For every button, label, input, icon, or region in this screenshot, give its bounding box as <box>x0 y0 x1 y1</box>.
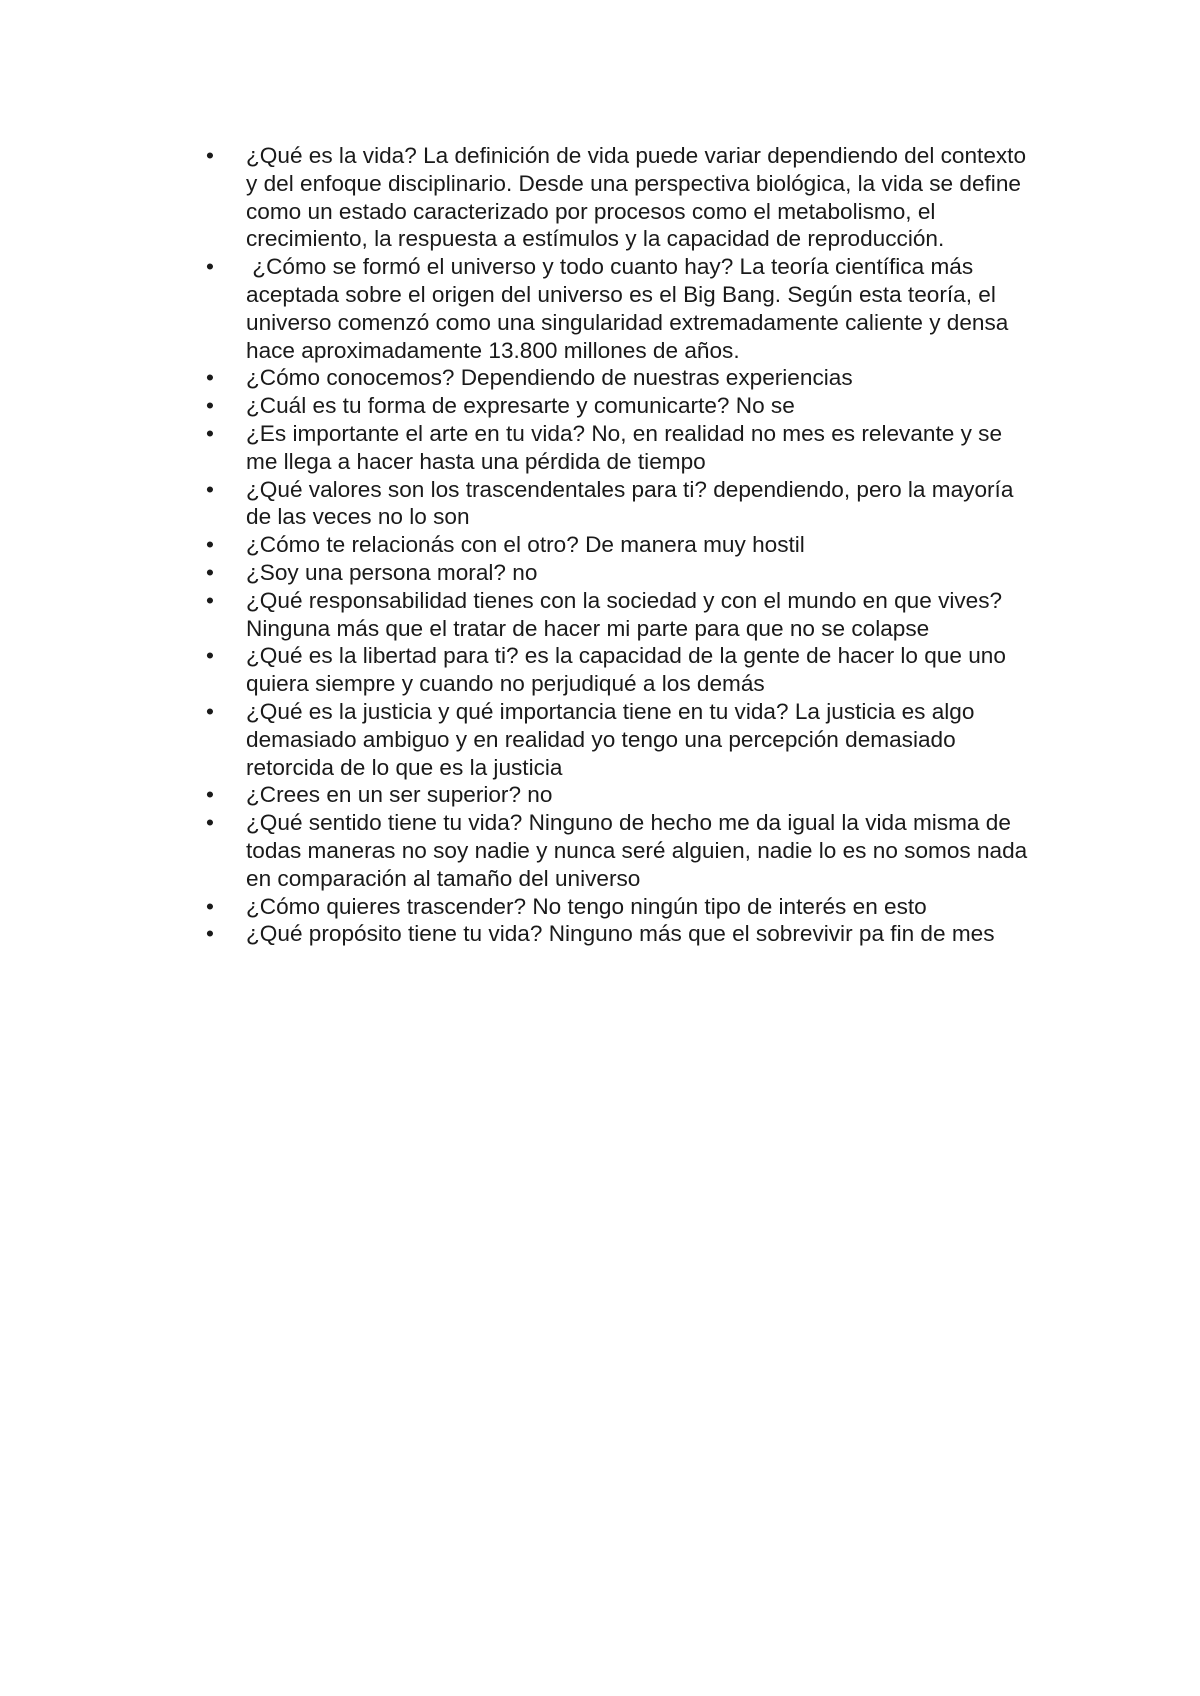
bullet-icon: • <box>206 143 214 168</box>
list-item-text: ¿Cómo se formó el universo y todo cuanto hay? La teoría científica más aceptada sobre el origen del universo es el Big Bang. Según esta teoría, el universo comenzó como una singularidad extremadamente caliente y densa hace aproximadamente 13.800 millones de años. <box>246 254 1015 363</box>
list-item <box>206 420 1036 476</box>
list-item-text: ¿Qué es la vida? La definición de vida puede variar dependiendo del contexto y del enfoque disciplinario. Desde una perspectiva biológica, la vida se define como un estado caracterizado por procesos como el metabolismo, el crecimiento, la respuesta a estímulos y la capacidad de reproducción. <box>246 143 1033 252</box>
list-item <box>206 392 1036 420</box>
bullet-icon: • <box>206 254 214 280</box>
list-item <box>206 809 1036 892</box>
bullet-icon: • <box>206 420 214 446</box>
list-item <box>206 920 1036 948</box>
bullet-icon: • <box>206 587 214 613</box>
list-item <box>206 531 1036 559</box>
bullet-icon: • <box>206 559 214 585</box>
bullet-icon: • <box>206 782 214 808</box>
list-item-text: ¿Cómo te relacionás con el otro? De manera muy hostil <box>246 532 805 558</box>
list-item <box>206 698 1036 781</box>
list-item-text: ¿Crees en un ser superior? no <box>246 782 553 808</box>
list-item <box>206 893 1036 921</box>
list-item-text: ¿Cómo conocemos? Dependiendo de nuestras experiencias <box>246 365 853 391</box>
list-item <box>206 587 1036 643</box>
list-item-text: ¿Es importante el arte en tu vida? No, en realidad no mes es relevante y se me llega a hacer hasta una pérdida de tiempo <box>246 420 1009 474</box>
bullet-icon: • <box>206 476 214 502</box>
question-list <box>206 142 1036 948</box>
list-item-text: ¿Qué es la justicia y qué importancia tiene en tu vida? La justicia es algo demasiado ambiguo y en realidad yo tengo una percepción demasiado retorcida de lo que es la justicia <box>246 698 981 780</box>
list-item <box>206 253 1036 364</box>
list-item-text: ¿Qué es la libertad para ti? es la capacidad de la gente de hacer lo que uno quiera siempre y cuando no perjudiqué a los demás <box>246 643 1013 697</box>
list-item-text: ¿Qué valores son los trascendentales para ti? dependiendo, pero la mayoría de las veces no lo son <box>246 476 1020 530</box>
bullet-icon: • <box>206 393 214 419</box>
list-item-text: ¿Qué responsabilidad tienes con la sociedad y con el mundo en que vives? Ninguna más que el tratar de hacer mi parte para que no se colapse <box>246 587 1009 641</box>
list-item-text: ¿Qué propósito tiene tu vida? Ninguno más que el sobrevivir pa fin de mes <box>246 921 995 947</box>
bullet-icon: • <box>206 698 214 724</box>
list-item-text: ¿Cómo quieres trascender? No tengo ningún tipo de interés en esto <box>246 893 927 919</box>
list-item <box>206 476 1036 532</box>
bullet-icon: • <box>206 893 214 919</box>
bullet-icon: • <box>206 532 214 558</box>
bullet-icon: • <box>206 810 214 836</box>
list-item <box>206 781 1036 809</box>
bullet-icon: • <box>206 365 214 391</box>
list-item <box>206 364 1036 392</box>
list-item-text: ¿Soy una persona moral? no <box>246 559 538 585</box>
list-item <box>206 142 1036 253</box>
list-item-text: ¿Qué sentido tiene tu vida? Ninguno de hecho me da igual la vida misma de todas maneras no soy nadie y nunca seré alguien, nadie lo es no somos nada en comparación al tamaño del universo <box>246 810 1034 891</box>
bullet-icon: • <box>206 643 214 669</box>
bullet-icon: • <box>206 921 214 947</box>
list-item <box>206 642 1036 698</box>
list-item-text: ¿Cuál es tu forma de expresarte y comunicarte? No se <box>246 393 795 419</box>
list-item <box>206 559 1036 587</box>
